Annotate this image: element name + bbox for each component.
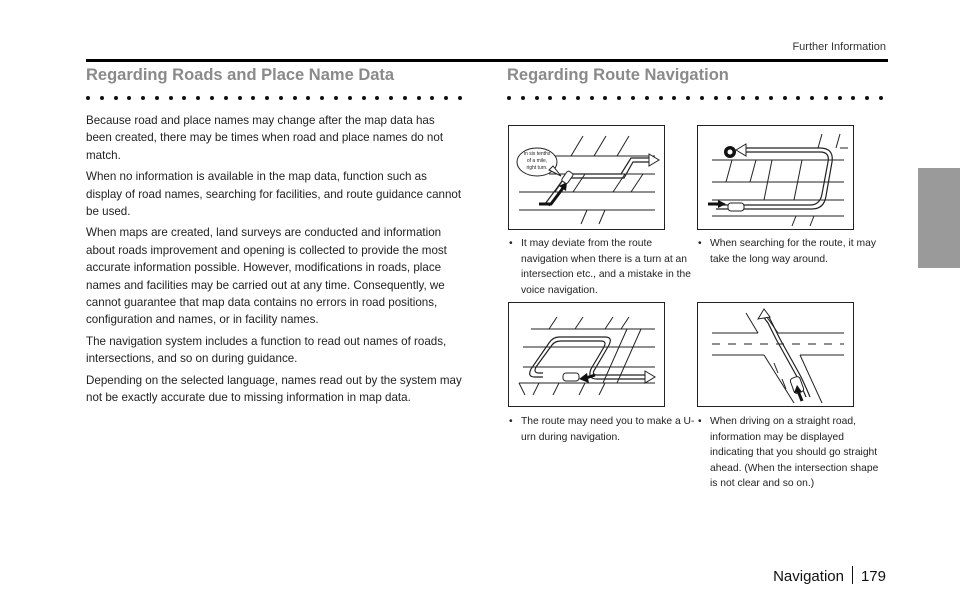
heading-dot [672,96,676,100]
heading-dot [182,96,186,100]
heading-dot [155,96,159,100]
figure-u-turn [508,302,665,407]
heading-dot [458,96,462,100]
footer-separator [852,566,853,584]
heading-dot [686,96,690,100]
heading-dot [334,96,338,100]
page-number: 179 [860,568,886,585]
heading-dot [535,96,539,100]
heading-dot [700,96,704,100]
page-footer [773,566,886,585]
speech-bubble-line-3: right turn. [526,165,548,171]
caption-long-way-around [698,236,888,267]
heading-dot [521,96,525,100]
heading-dot [824,96,828,100]
heading-dot [865,96,869,100]
heading-dot [783,96,787,100]
speech-bubble-line-1: In six tenths [523,151,551,157]
heading-dot [444,96,448,100]
left-body-text [86,112,462,411]
caption-text: When searching for the route, it may take the long way around. [710,238,876,265]
figure-straight-road-illustration [698,303,853,406]
caption-bullet: • [698,238,702,249]
figure-long-way-around [697,125,854,230]
heading-dot [879,96,883,100]
header-rule [86,59,888,62]
caption-text: It may deviate from the route navigation when there is a turn at an intersection etc., and a mistake in the voice navigation. [521,238,691,296]
heading-dot [810,96,814,100]
caption-u-turn [509,414,697,445]
right-section-heading: Regarding Route Navigation [507,66,729,84]
figure-deviation-turn [508,125,665,230]
heading-dot [741,96,745,100]
heading-dot [659,96,663,100]
figure-long-way-around-illustration [698,126,853,229]
heading-dot [548,96,552,100]
heading-dot [562,96,566,100]
speech-bubble-line-2: of a mile, [526,158,548,164]
left-paragraph-4: The navigation system includes a function to read out names of roads, intersections, and so on during guidance. [86,334,447,366]
heading-dot [603,96,607,100]
left-paragraph-2: When no information is available in the map data, function such as display of road names, searching for facilities, and route guidance cannot be used. [86,170,462,219]
caption-text: The route may need you to make a U-urn during navigation. [521,416,695,443]
heading-dot [507,96,511,100]
heading-dot [590,96,594,100]
caption-bullet: • [509,238,513,249]
heading-dot [727,96,731,100]
heading-dot [196,96,200,100]
heading-dot [403,96,407,100]
left-paragraph-5: Depending on the selected language, names read out by the system may not be exactly accurate due to missing information in map data. [86,373,462,405]
left-heading-dot-rule [86,96,462,100]
chapter-side-tab [918,168,960,268]
left-paragraph-3: When maps are created, land surveys are conducted and information about roads improvement and opening is collected to provide the most accurate information possible. However, modifications in roads, place names and facilities may be carried out at any time. Consequently, we cannot guarantee that map data contains no errors in road positions, configuration and names, or in facility names. [86,226,447,327]
caption-straight-road [698,414,888,492]
heading-dot [141,96,145,100]
heading-dot [86,96,90,100]
figure-deviation-turn-illustration [509,126,664,229]
heading-dot [576,96,580,100]
heading-dot [362,96,366,100]
heading-dot [348,96,352,100]
heading-dot [251,96,255,100]
caption-text: When driving on a straight road, information may be displayed indicating that you should go straight ahead. (When the intersection shape is not clear and so on.) [710,416,879,489]
right-heading-dot-rule [507,96,883,100]
caption-bullet: • [698,416,702,427]
heading-dot [617,96,621,100]
heading-dot [769,96,773,100]
heading-dot [714,96,718,100]
figure-straight-road [697,302,854,407]
heading-dot [279,96,283,100]
heading-dot [645,96,649,100]
heading-dot [851,96,855,100]
heading-dot [293,96,297,100]
heading-dot [210,96,214,100]
caption-bullet: • [509,416,513,427]
running-header: Further Information [792,41,886,53]
heading-dot [389,96,393,100]
heading-dot [375,96,379,100]
heading-dot [169,96,173,100]
heading-dot [631,96,635,100]
caption-deviation-turn [509,236,697,298]
heading-dot [127,96,131,100]
heading-dot [755,96,759,100]
heading-dot [796,96,800,100]
figure-u-turn-illustration [509,303,664,406]
heading-dot [114,96,118,100]
heading-dot [224,96,228,100]
heading-dot [265,96,269,100]
heading-dot [100,96,104,100]
left-section-heading: Regarding Roads and Place Name Data [86,66,395,84]
heading-dot [417,96,421,100]
footer-section-name: Navigation [773,568,844,585]
heading-dot [838,96,842,100]
heading-dot [320,96,324,100]
heading-dot [430,96,434,100]
heading-dot [306,96,310,100]
left-paragraph-1: Because road and place names may change after the map data has been created, there may be times when road and place names do not match. [86,114,444,162]
heading-dot [238,96,242,100]
